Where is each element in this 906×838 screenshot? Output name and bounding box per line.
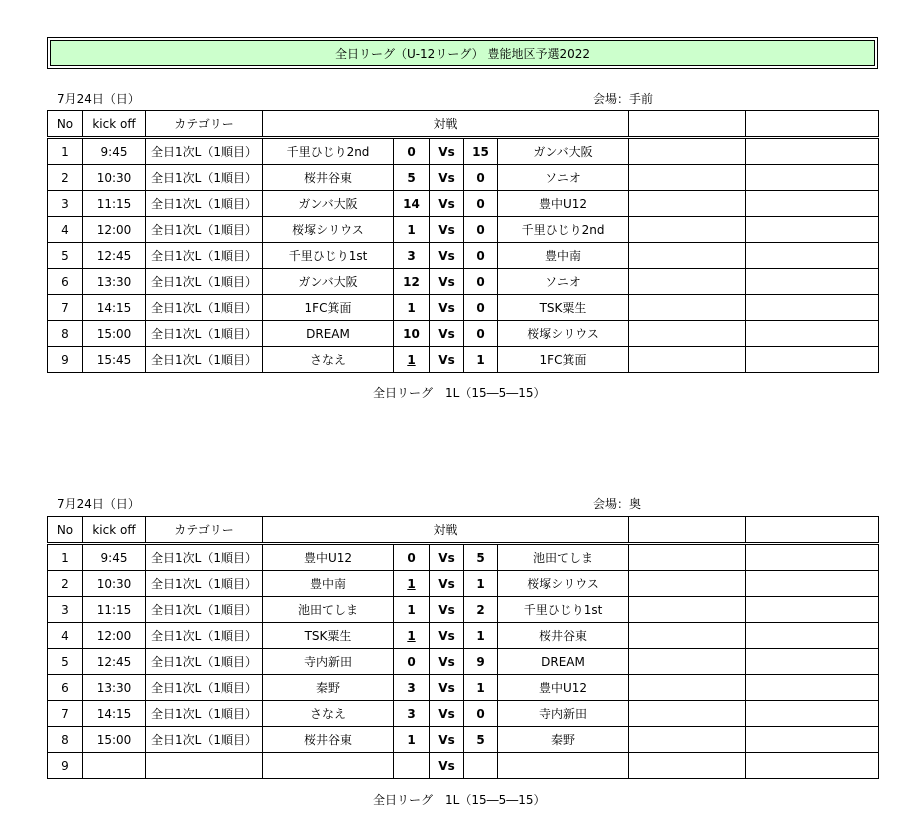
header-extra-2	[746, 111, 879, 138]
cell-extra-2	[746, 701, 879, 727]
cell-no: 8	[48, 321, 83, 347]
table-row	[48, 597, 879, 623]
cell-extra-2	[746, 675, 879, 701]
header-category: カテゴリー	[146, 517, 263, 544]
cell-extra-2	[746, 295, 879, 321]
cell-home-team: さなえ	[263, 347, 394, 373]
cell-extra-2	[746, 321, 879, 347]
cell-home-team: 桜塚シリウス	[263, 217, 394, 243]
cell-extra-2	[746, 243, 879, 269]
cell-kickoff: 12:00	[83, 217, 146, 243]
header-kickoff: kick off	[83, 517, 146, 544]
cell-home-score	[394, 544, 430, 571]
cell-home-team: さなえ	[263, 701, 394, 727]
cell-extra-1	[629, 597, 746, 623]
cell-home-score	[394, 597, 430, 623]
cell-extra-1	[629, 269, 746, 295]
cell-home-score	[394, 649, 430, 675]
cell-home-score	[394, 295, 430, 321]
cell-vs: Vs	[430, 701, 464, 727]
cell-vs: Vs	[430, 597, 464, 623]
cell-home-team: 千里ひじり2nd	[263, 138, 394, 165]
cell-no: 2	[48, 165, 83, 191]
cell-home-team: 寺内新田	[263, 649, 394, 675]
cell-extra-2	[746, 544, 879, 571]
cell-no: 1	[48, 138, 83, 165]
table-row	[48, 269, 879, 295]
cell-away-score: 0	[464, 191, 498, 217]
table-row	[48, 623, 879, 649]
cell-home-score	[394, 165, 430, 191]
cell-no: 4	[48, 623, 83, 649]
cell-no: 5	[48, 649, 83, 675]
cell-home-team: 池田てしま	[263, 597, 394, 623]
cell-category: 全日1次L（1順目）	[146, 321, 263, 347]
cell-extra-1	[629, 675, 746, 701]
cell-no: 8	[48, 727, 83, 753]
cell-extra-1	[629, 649, 746, 675]
cell-extra-1	[629, 217, 746, 243]
cell-kickoff: 13:30	[83, 675, 146, 701]
cell-away-team: 豊中南	[498, 243, 629, 269]
cell-no: 6	[48, 675, 83, 701]
cell-away-score: 1	[464, 623, 498, 649]
header-kickoff: kick off	[83, 111, 146, 138]
header-no: No	[48, 517, 83, 544]
cell-home-team: 千里ひじり1st	[263, 243, 394, 269]
home-score-value: 1	[407, 602, 416, 617]
cell-away-score: 0	[464, 165, 498, 191]
cell-home-score	[394, 243, 430, 269]
cell-home-score	[394, 321, 430, 347]
cell-no: 6	[48, 269, 83, 295]
cell-vs: Vs	[430, 347, 464, 373]
cell-vs: Vs	[430, 165, 464, 191]
cell-no: 1	[48, 544, 83, 571]
cell-extra-2	[746, 165, 879, 191]
cell-category: 全日1次L（1順目）	[146, 623, 263, 649]
home-score-value: 0	[407, 550, 416, 565]
cell-away-score: 0	[464, 269, 498, 295]
cell-home-team: ガンバ大阪	[263, 191, 394, 217]
cell-away-team: 桜井谷東	[498, 623, 629, 649]
cell-away-team: ソニオ	[498, 269, 629, 295]
section-2-head	[47, 495, 878, 511]
cell-away-team: 1FC箕面	[498, 347, 629, 373]
header-extra-2	[746, 517, 879, 544]
cell-category: 全日1次L（1順目）	[146, 544, 263, 571]
table-row	[48, 571, 879, 597]
cell-category: 全日1次L（1順目）	[146, 347, 263, 373]
cell-extra-1	[629, 727, 746, 753]
cell-kickoff: 15:45	[83, 347, 146, 373]
home-score-value: 5	[407, 170, 416, 185]
cell-away-score: 0	[464, 243, 498, 269]
cell-vs: Vs	[430, 295, 464, 321]
cell-away-team: 秦野	[498, 727, 629, 753]
cell-away-team: 豊中U12	[498, 675, 629, 701]
cell-category: 全日1次L（1順目）	[146, 217, 263, 243]
cell-category: 全日1次L（1順目）	[146, 269, 263, 295]
cell-away-team: TSK粟生	[498, 295, 629, 321]
cell-away-score: 5	[464, 727, 498, 753]
cell-category	[146, 753, 263, 779]
cell-vs: Vs	[430, 753, 464, 779]
cell-category: 全日1次L（1順目）	[146, 138, 263, 165]
cell-away-team: ガンバ大阪	[498, 138, 629, 165]
cell-away-score: 15	[464, 138, 498, 165]
cell-no: 9	[48, 753, 83, 779]
cell-vs: Vs	[430, 727, 464, 753]
cell-vs: Vs	[430, 675, 464, 701]
table-row	[48, 701, 879, 727]
cell-away-team: 桜塚シリウス	[498, 571, 629, 597]
cell-no: 3	[48, 597, 83, 623]
cell-vs: Vs	[430, 243, 464, 269]
header-extra-1	[629, 111, 746, 138]
table-row	[48, 295, 879, 321]
header-extra-1	[629, 517, 746, 544]
cell-away-team	[498, 753, 629, 779]
header-match: 対戦	[263, 517, 629, 544]
home-score-value: 3	[407, 248, 416, 263]
cell-kickoff: 15:00	[83, 321, 146, 347]
cell-home-score	[394, 191, 430, 217]
cell-away-team: DREAM	[498, 649, 629, 675]
cell-away-score: 0	[464, 217, 498, 243]
table-header-row	[48, 517, 879, 544]
cell-kickoff	[83, 753, 146, 779]
home-score-value: 10	[403, 326, 420, 341]
home-score-value: 0	[407, 144, 416, 159]
table-row	[48, 675, 879, 701]
cell-kickoff: 9:45	[83, 138, 146, 165]
cell-vs: Vs	[430, 649, 464, 675]
cell-extra-2	[746, 649, 879, 675]
cell-vs: Vs	[430, 571, 464, 597]
home-score-value: 3	[407, 706, 416, 721]
table-row	[48, 347, 879, 373]
cell-vs: Vs	[430, 191, 464, 217]
cell-kickoff: 15:00	[83, 727, 146, 753]
cell-no: 7	[48, 701, 83, 727]
home-score-value: 1	[407, 300, 416, 315]
cell-extra-1	[629, 191, 746, 217]
cell-category: 全日1次L（1順目）	[146, 165, 263, 191]
cell-kickoff: 11:15	[83, 597, 146, 623]
section-venue: 会場：手前	[593, 92, 654, 106]
cell-extra-2	[746, 753, 879, 779]
table-row	[48, 321, 879, 347]
table-row	[48, 243, 879, 269]
cell-away-team: 池田てしま	[498, 544, 629, 571]
cell-home-team: ガンバ大阪	[263, 269, 394, 295]
cell-home-team: 豊中U12	[263, 544, 394, 571]
cell-no: 5	[48, 243, 83, 269]
cell-kickoff: 14:15	[83, 701, 146, 727]
cell-kickoff: 9:45	[83, 544, 146, 571]
cell-extra-1	[629, 544, 746, 571]
cell-extra-2	[746, 217, 879, 243]
section-1-head	[47, 90, 878, 106]
cell-extra-2	[746, 623, 879, 649]
cell-kickoff: 10:30	[83, 165, 146, 191]
cell-category: 全日1次L（1順目）	[146, 243, 263, 269]
cell-home-team: 桜井谷東	[263, 727, 394, 753]
cell-extra-1	[629, 138, 746, 165]
schedule-table-1	[47, 110, 879, 373]
cell-no: 7	[48, 295, 83, 321]
cell-no: 2	[48, 571, 83, 597]
cell-away-score: 5	[464, 544, 498, 571]
table-row	[48, 138, 879, 165]
cell-kickoff: 14:15	[83, 295, 146, 321]
table-row	[48, 544, 879, 571]
cell-no: 3	[48, 191, 83, 217]
schedule-table-2	[47, 516, 879, 779]
cell-away-score: 0	[464, 295, 498, 321]
page-title: 全日リーグ（U-12リーグ） 豊能地区予選2022	[50, 40, 875, 66]
cell-away-team: ソニオ	[498, 165, 629, 191]
cell-extra-1	[629, 243, 746, 269]
cell-extra-1	[629, 701, 746, 727]
cell-home-score	[394, 727, 430, 753]
cell-no: 4	[48, 217, 83, 243]
cell-extra-2	[746, 347, 879, 373]
cell-home-team	[263, 753, 394, 779]
cell-home-score	[394, 269, 430, 295]
cell-category: 全日1次L（1順目）	[146, 701, 263, 727]
cell-vs: Vs	[430, 138, 464, 165]
cell-category: 全日1次L（1順目）	[146, 571, 263, 597]
cell-extra-2	[746, 138, 879, 165]
cell-category: 全日1次L（1順目）	[146, 597, 263, 623]
cell-vs: Vs	[430, 217, 464, 243]
cell-extra-2	[746, 269, 879, 295]
home-score-value: 12	[403, 274, 420, 289]
cell-home-score	[394, 571, 430, 597]
cell-away-team: 千里ひじり1st	[498, 597, 629, 623]
cell-home-score	[394, 217, 430, 243]
cell-kickoff: 12:00	[83, 623, 146, 649]
cell-home-score	[394, 753, 430, 779]
cell-kickoff: 13:30	[83, 269, 146, 295]
table-row	[48, 649, 879, 675]
cell-extra-2	[746, 571, 879, 597]
cell-vs: Vs	[430, 544, 464, 571]
table-row	[48, 217, 879, 243]
cell-away-score: 0	[464, 701, 498, 727]
cell-away-score: 1	[464, 571, 498, 597]
header-match: 対戦	[263, 111, 629, 138]
cell-category: 全日1次L（1順目）	[146, 295, 263, 321]
cell-kickoff: 11:15	[83, 191, 146, 217]
cell-home-team: TSK粟生	[263, 623, 394, 649]
cell-home-team: 桜井谷東	[263, 165, 394, 191]
cell-category: 全日1次L（1順目）	[146, 675, 263, 701]
cell-away-score: 1	[464, 675, 498, 701]
cell-extra-1	[629, 753, 746, 779]
cell-away-score	[464, 753, 498, 779]
table-row	[48, 191, 879, 217]
cell-home-score	[394, 675, 430, 701]
cell-vs: Vs	[430, 623, 464, 649]
cell-home-score	[394, 701, 430, 727]
cell-away-score: 0	[464, 321, 498, 347]
cell-extra-2	[746, 597, 879, 623]
home-score-value: 1	[407, 628, 416, 643]
cell-extra-1	[629, 347, 746, 373]
cell-away-team: 桜塚シリウス	[498, 321, 629, 347]
cell-extra-2	[746, 727, 879, 753]
cell-away-score: 1	[464, 347, 498, 373]
section-venue: 会場：奥	[593, 497, 642, 511]
cell-home-team: DREAM	[263, 321, 394, 347]
cell-extra-2	[746, 191, 879, 217]
section-date: 7月24日（日）	[57, 92, 140, 106]
cell-vs: Vs	[430, 321, 464, 347]
cell-home-score	[394, 138, 430, 165]
home-score-value: 1	[407, 732, 416, 747]
cell-home-score	[394, 623, 430, 649]
cell-category: 全日1次L（1順目）	[146, 727, 263, 753]
home-score-value: 1	[407, 222, 416, 237]
home-score-value: 14	[403, 196, 420, 211]
cell-extra-1	[629, 321, 746, 347]
cell-home-team: 豊中南	[263, 571, 394, 597]
cell-extra-1	[629, 295, 746, 321]
cell-category: 全日1次L（1順目）	[146, 649, 263, 675]
home-score-value: 1	[407, 352, 416, 367]
cell-away-score: 9	[464, 649, 498, 675]
cell-vs: Vs	[430, 269, 464, 295]
cell-away-team: 寺内新田	[498, 701, 629, 727]
cell-kickoff: 12:45	[83, 243, 146, 269]
table-row	[48, 753, 879, 779]
table-row	[48, 727, 879, 753]
cell-home-team: 1FC箕面	[263, 295, 394, 321]
cell-kickoff: 10:30	[83, 571, 146, 597]
home-score-value: 3	[407, 680, 416, 695]
cell-category: 全日1次L（1順目）	[146, 191, 263, 217]
home-score-value: 1	[407, 576, 416, 591]
footer-note: 全日リーグ 1L（15―5―15）	[373, 386, 546, 400]
cell-away-team: 豊中U12	[498, 191, 629, 217]
footer-note: 全日リーグ 1L（15―5―15）	[373, 793, 546, 807]
cell-away-team: 千里ひじり2nd	[498, 217, 629, 243]
header-no: No	[48, 111, 83, 138]
cell-home-score	[394, 347, 430, 373]
cell-no: 9	[48, 347, 83, 373]
cell-extra-1	[629, 165, 746, 191]
table-header-row	[48, 111, 879, 138]
cell-home-team: 秦野	[263, 675, 394, 701]
section-date: 7月24日（日）	[57, 497, 140, 511]
header-category: カテゴリー	[146, 111, 263, 138]
home-score-value: 0	[407, 654, 416, 669]
cell-extra-1	[629, 623, 746, 649]
cell-extra-1	[629, 571, 746, 597]
cell-kickoff: 12:45	[83, 649, 146, 675]
table-row	[48, 165, 879, 191]
title-box	[47, 37, 878, 69]
cell-away-score: 2	[464, 597, 498, 623]
